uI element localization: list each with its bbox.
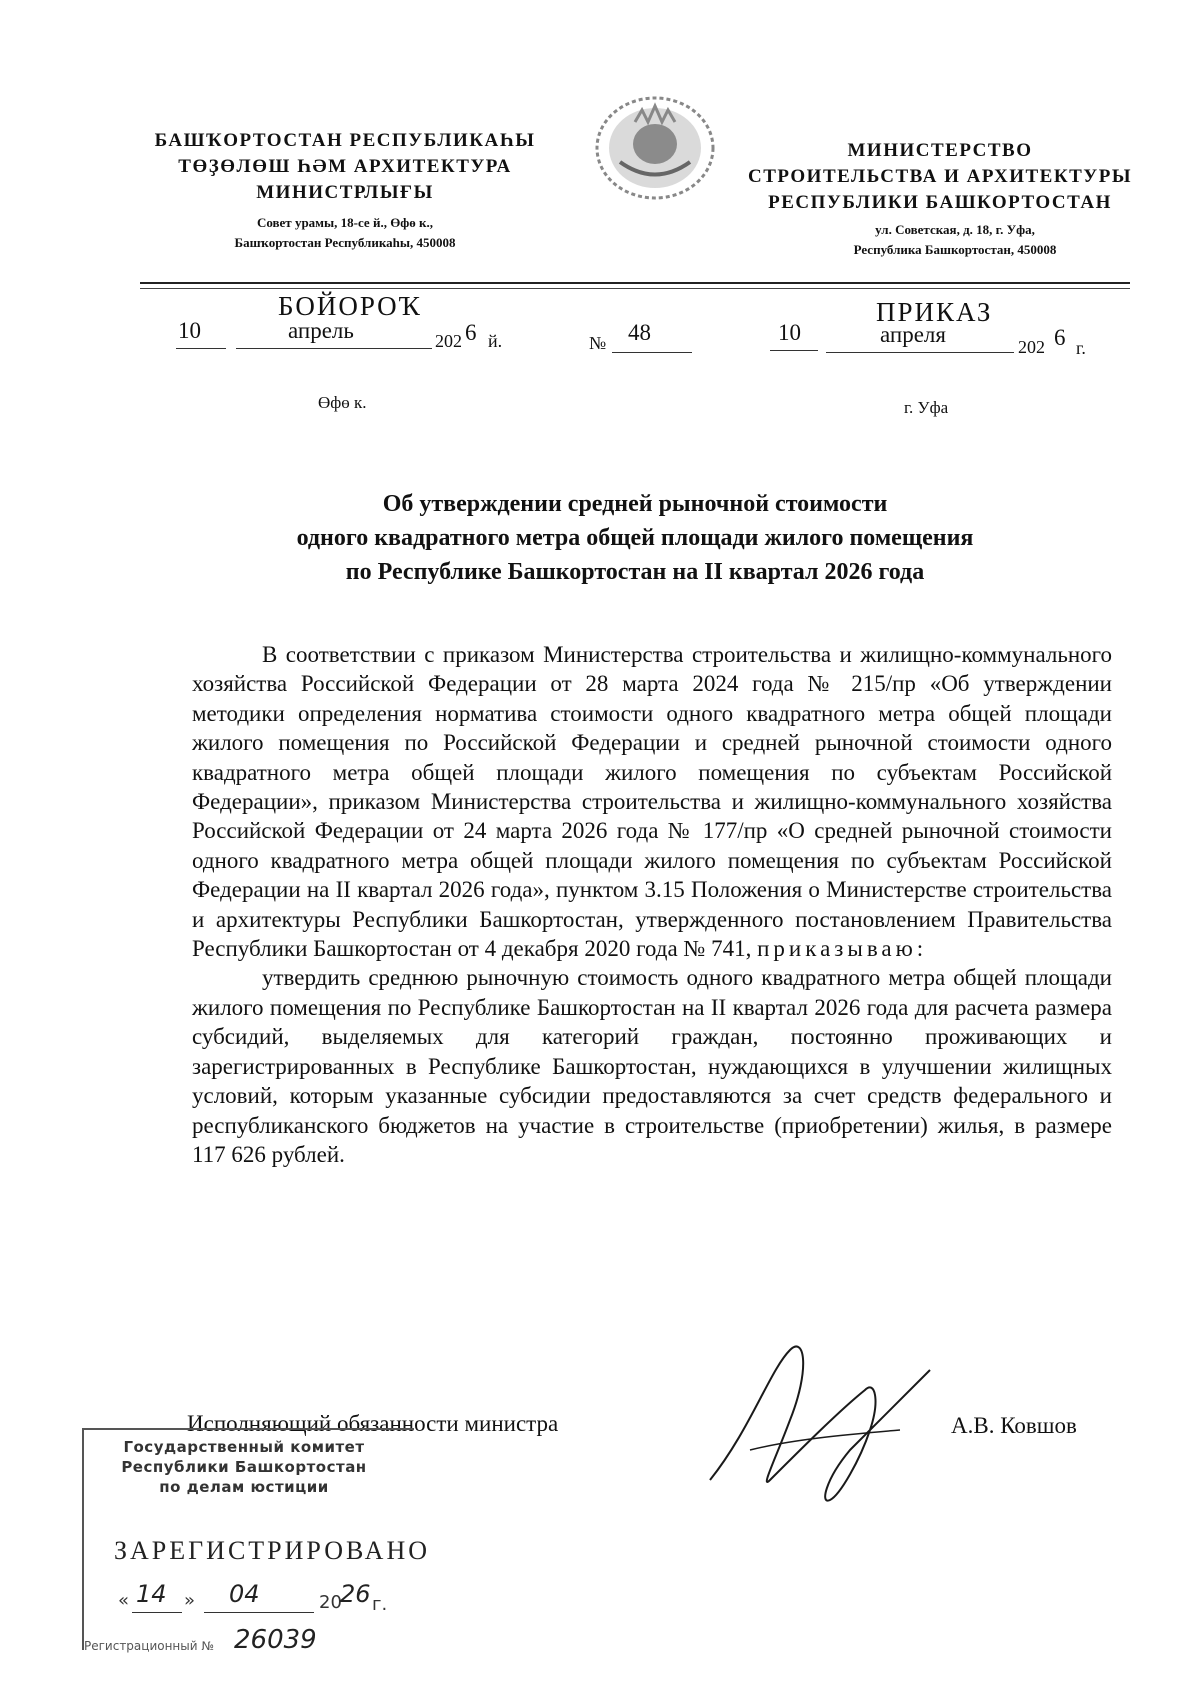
right-year-digit: 6 bbox=[1054, 325, 1066, 350]
header-left-line-2: ТӨҘӨЛӨШ ҺӘМ АРХИТЕКТУРА bbox=[178, 156, 512, 177]
stamp-line-3: по делам юстиции bbox=[159, 1478, 329, 1496]
header-divider-thin bbox=[140, 288, 1130, 289]
header-divider-thick bbox=[140, 282, 1130, 284]
right-month-underline bbox=[826, 352, 1014, 353]
coat-of-arms-emblem bbox=[590, 92, 720, 200]
header-left-title bbox=[140, 128, 550, 206]
order-verb: приказываю: bbox=[757, 936, 928, 962]
document-body bbox=[192, 640, 1112, 1169]
left-city: Өфө к. bbox=[318, 393, 367, 412]
registration-stamp: Государственный комитет Республики Башкортостан по делам юстиции ЗАРЕГИСТРИРОВАНО « 14 » 04 20 26 г. Регистрационный № 26039 bbox=[82, 1428, 414, 1650]
right-year-prefix: 202 bbox=[1018, 337, 1045, 357]
order-number-underline bbox=[612, 352, 692, 353]
right-month: апреля bbox=[880, 322, 946, 347]
left-year-suffix: й. bbox=[488, 331, 503, 351]
header-left-line-1: БАШҠОРТОСТАН РЕСПУБЛИКАҺЫ bbox=[154, 130, 536, 151]
left-month-underline bbox=[236, 348, 432, 349]
header-right-title bbox=[740, 138, 1140, 216]
stamp-reg-label: Регистрационный № bbox=[84, 1639, 214, 1653]
stamp-day-underline bbox=[132, 1612, 182, 1613]
order-number: 48 bbox=[628, 320, 651, 345]
body-paragraph-2: утвердить среднюю рыночную стоимость одного квадратного метра общей площади жилого помещения по Республике Башкортостан на II квартал 2026 года для расчета размера субсидий, выделяемых для категорий граждан, постоянно проживающих и зарегистрированных в Республике Башкортостан, нуждающихся в улучшении жилищных условий, которым указанные субсидии предоставляются за счет средств федерального и республиканского бюджетов на участие в строительстве (приобретении) жилья, в размере 117 626 рублей. bbox=[192, 965, 1112, 1167]
body-paragraph-1-text: В соответствии с приказом Министерства строительства и жилищно-коммунального хозяйства Российской Федерации от 28 марта 2024 года № 215/пр «Об утверждении методики определения норматива стоимости одного квадратного метра общей площади жилого помещения по Российской Федерации и средней рыночной стоимости одного квадратного метра общей площади жилого помещения по субъектам Российской Федерации», приказом Министерства строительства и жилищно-коммунального хозяйства Российской Федерации от 24 марта 2026 года № 177/пр «О средней рыночной стоимости одного квадратного метра общей площади жилого помещения по субъектам Российской Федерации на II квартал 2026 года», пунктом 3.15 Положения о Министерстве строительства и архитектуры Республики Башкортостан, утвержденного постановлением Правительства Республики Башкортостан от 4 декабря 2020 года № 741, bbox=[192, 642, 1112, 962]
header-right-address-line-2: Республика Башкортостан, 450008 bbox=[853, 242, 1057, 257]
title-line-1: Об утверждении средней рыночной стоимости bbox=[382, 491, 888, 517]
header-left-address-line-1: Совет урамы, 18-се й., Өфө к., bbox=[256, 215, 434, 230]
stamp-month-underline bbox=[204, 1612, 314, 1613]
right-day: 10 bbox=[778, 320, 801, 345]
left-year-digit: 6 bbox=[465, 320, 477, 345]
right-day-underline bbox=[770, 350, 818, 351]
header-left-address-line-2: Башҡортостан Республикаһы, 450008 bbox=[234, 235, 456, 250]
signatory-name: А.В. Ковшов bbox=[951, 1413, 1077, 1438]
order-word-russian: ПРИКАЗ bbox=[876, 297, 993, 327]
stamp-day: 14 bbox=[136, 1580, 167, 1608]
left-day: 10 bbox=[178, 318, 201, 343]
header-right-address-line-1: ул. Советская, д. 18, г. Уфа, bbox=[875, 222, 1035, 237]
stamp-reg-number: 26039 bbox=[234, 1625, 317, 1655]
right-year-suffix: г. bbox=[1076, 338, 1086, 358]
stamp-status: ЗАРЕГИСТРИРОВАНО bbox=[114, 1536, 430, 1565]
stamp-year-suffix: г. bbox=[372, 1594, 388, 1615]
header-left-address bbox=[170, 213, 520, 253]
left-day-underline bbox=[176, 348, 226, 349]
stamp-year-prefix: 20 bbox=[319, 1592, 342, 1613]
left-year-prefix: 202 bbox=[435, 331, 462, 351]
document-title bbox=[150, 487, 1120, 589]
right-city: г. Уфа bbox=[904, 398, 949, 417]
header-right-line-3: РЕСПУБЛИКИ БАШКОРТОСТАН bbox=[768, 192, 1112, 213]
handwritten-signature bbox=[690, 1330, 950, 1515]
signatory-role: Исполняющий обязанности министра bbox=[187, 1411, 559, 1436]
stamp-year: 26 bbox=[340, 1580, 371, 1608]
header-right-line-2: СТРОИТЕЛЬСТВА И АРХИТЕКТУРЫ bbox=[748, 166, 1132, 187]
title-line-3: по Республике Башкортостан на II квартал 2026 года bbox=[345, 559, 925, 585]
title-line-2: одного квадратного метра общей площади жилого помещения bbox=[296, 525, 974, 551]
header-right-line-1: МИНИСТЕРСТВО bbox=[847, 140, 1033, 161]
header-left-line-3: МИНИСТРЛЫҒЫ bbox=[256, 182, 434, 203]
stamp-month: 04 bbox=[229, 1580, 260, 1608]
stamp-line-2: Республики Башкортостан bbox=[121, 1458, 367, 1476]
header-right-address bbox=[780, 220, 1130, 260]
stamp-line-1: Государственный комитет bbox=[123, 1438, 365, 1456]
left-month: апрель bbox=[288, 318, 354, 343]
number-label: № bbox=[589, 333, 607, 353]
order-word-bashkir: БОЙОРОҠ bbox=[278, 291, 422, 321]
body-paragraph-1 bbox=[192, 640, 1112, 963]
